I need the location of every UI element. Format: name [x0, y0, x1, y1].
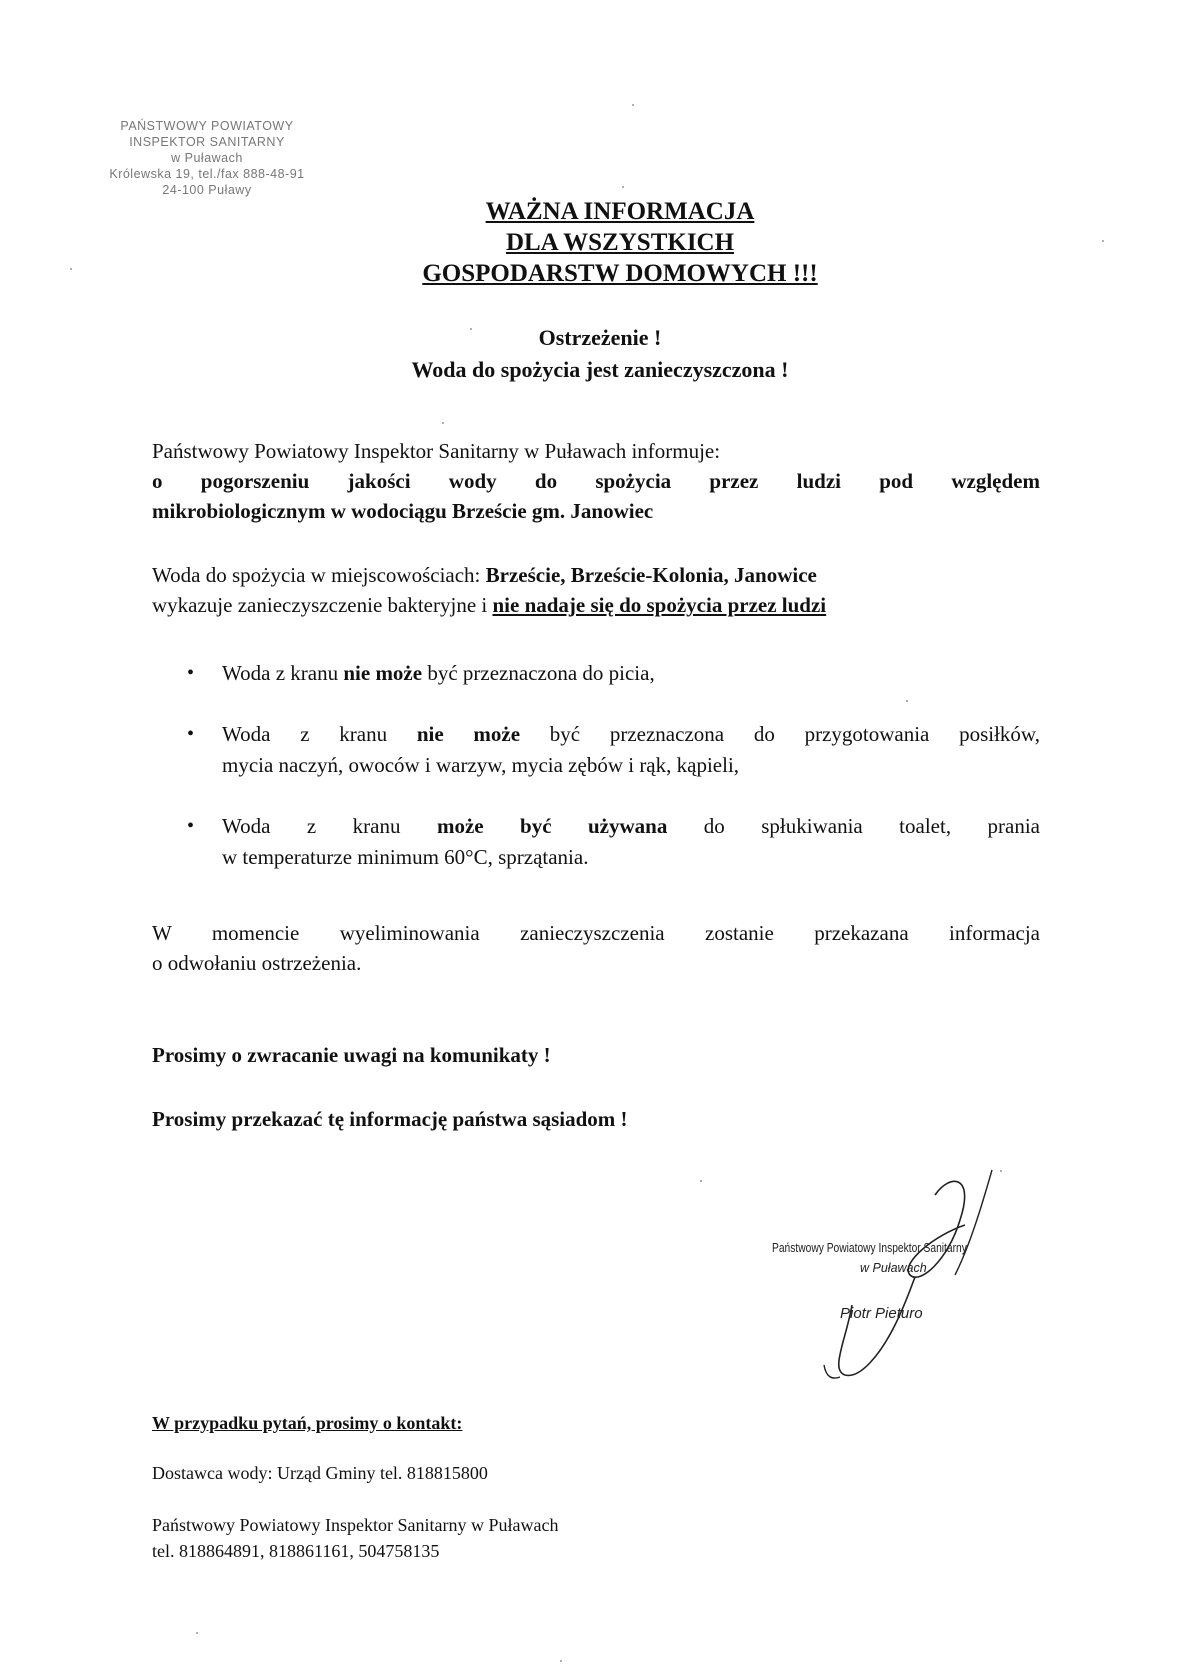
list-item-line: w temperaturze minimum 60°C, sprzątania.: [222, 845, 589, 869]
contact-heading: W przypadku pytań, prosimy o kontakt:: [152, 1413, 463, 1433]
stamp-line: 24-100 Puławy: [162, 183, 252, 197]
scan-speck: [442, 422, 444, 424]
warning-heading: [240, 322, 960, 386]
locations-paragraph: [152, 560, 1040, 620]
list-item: [182, 658, 1040, 689]
list-item-bold: może być używana: [436, 814, 668, 838]
intro-paragraph: [152, 436, 1040, 526]
signature-city: w Puławach: [860, 1261, 927, 1275]
signature-org: Państwowy Powiatowy Inspektor Sanitarny: [772, 1241, 967, 1255]
intro-bold-text: mikrobiologicznym w wodociągu Brzeście gm. Janowiec: [152, 499, 654, 523]
list-item: [182, 811, 1040, 873]
locations-line: [152, 590, 1040, 620]
list-item-line: [222, 811, 1040, 842]
appeal-neighbours: Prosimy przekazać tę informację państwa sąsiadom !: [152, 1107, 628, 1131]
locations-line2-prefix: wykazuje zanieczyszczenie bakteryjne i: [152, 593, 493, 617]
list-item-post: być przeznaczona do picia,: [422, 661, 655, 685]
bullet-icon: •: [187, 662, 195, 684]
signature-name: Piotr Pieturo: [840, 1305, 923, 1322]
list-item-pre: Woda z kranu: [222, 814, 437, 838]
list-item-pre: Woda z kranu: [222, 661, 344, 685]
list-item-line: [222, 719, 1040, 750]
contact-inspector: Państwowy Powiatowy Inspektor Sanitarny w Puławach: [152, 1515, 559, 1535]
scan-speck: [470, 328, 472, 330]
instructions-list: [182, 658, 1040, 873]
intro-bold-line: [152, 466, 1040, 496]
contact-phones: tel. 818864891, 818861161, 504758135: [152, 1541, 440, 1561]
handwritten-signature: [760, 1165, 1060, 1395]
intro-bold-text: o pogorszeniu jakości wody do spożycia przez ludzi pod względem: [152, 469, 1040, 493]
appeal-announcements: Prosimy o zwracanie uwagi na komunikaty !: [152, 1043, 551, 1067]
list-item-bold: nie może: [416, 722, 521, 746]
locations-emphasis: nie nadaje się do spożycia przez ludzi: [492, 593, 827, 617]
stamp-line: INSPEKTOR SANITARNY: [129, 135, 285, 149]
scan-speck: [1102, 240, 1104, 242]
warning-line: Woda do spożycia jest zanieczyszczona !: [411, 357, 789, 382]
stamp-line: PAŃSTWOWY POWIATOWY: [120, 119, 294, 133]
locations-prefix: Woda do spożycia w miejscowościach:: [152, 563, 486, 587]
list-item-pre: Woda z kranu: [222, 722, 417, 746]
list-item-line: mycia naczyń, owoców i warzyw, mycia zębów i rąk, kąpieli,: [222, 753, 740, 777]
scan-speck: [632, 104, 634, 106]
warning-line: Ostrzeżenie !: [538, 325, 662, 350]
scan-speck: [560, 1660, 562, 1662]
title-line: DLA WSZYSTKICH: [505, 229, 735, 256]
closing-line: o odwołaniu ostrzeżenia.: [152, 951, 362, 975]
title-line: WAŻNA INFORMACJA: [485, 198, 755, 225]
intro-bold-line: [152, 496, 1040, 526]
signature-block: [760, 1165, 1060, 1395]
locations-places: Brzeście, Brzeście-Kolonia, Janowice: [485, 563, 817, 587]
contact-supplier: Dostawca wody: Urząd Gminy tel. 818815800: [152, 1463, 488, 1483]
scan-speck: [1000, 1170, 1002, 1172]
list-item-bold: nie może: [343, 661, 423, 685]
closing-line: W momencie wyeliminowania zanieczyszczenia zostanie przekazana informacja: [152, 921, 1040, 945]
locations-line: [152, 560, 1040, 590]
list-item: [182, 719, 1040, 781]
scan-speck: [622, 186, 624, 188]
list-item-post: do spłukiwania toalet, prania: [667, 814, 1040, 838]
title-line: GOSPODARSTW DOMOWYCH !!!: [422, 260, 818, 287]
scan-speck: [196, 1632, 198, 1634]
bullet-icon: •: [187, 815, 195, 837]
scan-speck: [906, 700, 908, 702]
list-item-post: być przeznaczona do przygotowania posiłków,: [520, 722, 1040, 746]
office-stamp: [72, 118, 342, 198]
scan-speck: [700, 1180, 702, 1182]
scan-speck: [70, 268, 72, 270]
closing-paragraph: [152, 918, 1040, 978]
document-title: [340, 196, 900, 289]
bullet-icon: •: [187, 723, 195, 745]
intro-line: Państwowy Powiatowy Inspektor Sanitarny w Puławach informuje:: [152, 439, 721, 463]
stamp-line: Królewska 19, tel./fax 888-48-91: [109, 167, 305, 181]
stamp-line: w Puławach: [171, 151, 243, 165]
